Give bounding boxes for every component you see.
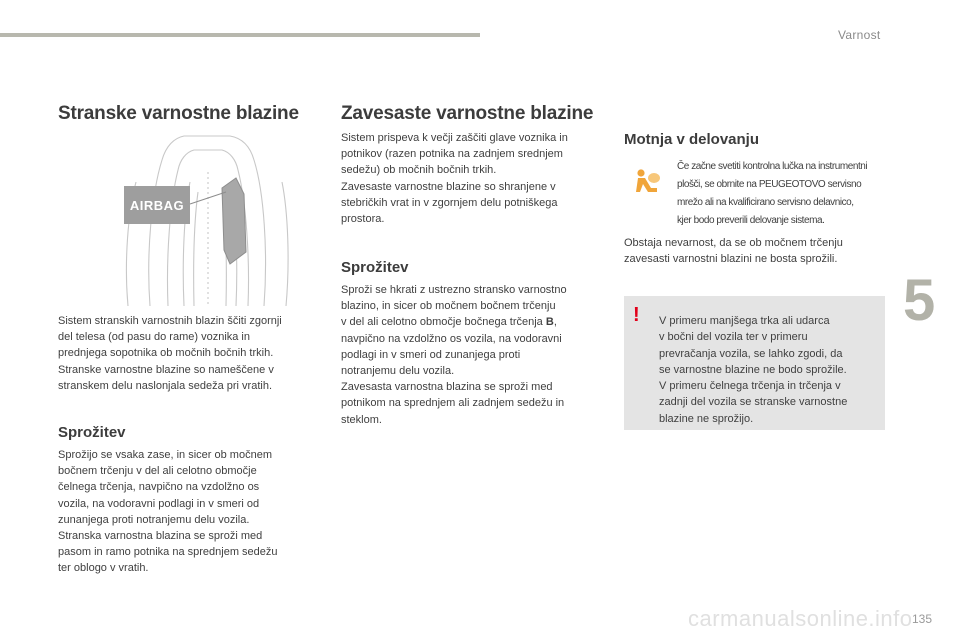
section-label: Varnost [838, 28, 881, 42]
risk-text: Obstaja nevarnost, da se ob močnem trčenju zavesasti varnostni blazini ne bosta sprožili. [624, 237, 843, 266]
curtain-airbags-intro: Sistem prispeva k večji zaščiti glave voznika in potnikov (razen potnika na zadnjem srednjem sedežu) ob močnih bočnih trkih. Zavesaste varnostne blazine so shranjene v stebričkih vrat in v zgornjem delu potniškega prostora. [341, 132, 568, 226]
chapter-number: 5 [903, 268, 936, 333]
watermark: carmanualsonline.info [688, 606, 913, 631]
page-number: 135 [912, 612, 933, 626]
exclamation-icon: ! [633, 304, 640, 326]
side-airbags-title: Stranske varnostne blazine [58, 103, 299, 124]
curtain-trigger-text: Sproži se hkrati z ustrezno stransko varnostno blazino, in sicer ob močnem bočnem trčenju v del ali celotno območje bočnega trčenja B, navpično na vzdolžno os vozila, na vodoravni podlagi in v smeri od zunanjega proti notranjemu delu vozila. Zavesasta varnostna blazina se sproži med potnikom na sprednjem ali zadnjem sedežu in steklom. [341, 284, 567, 426]
curtain-airbags-title: Zavesaste varnostne blazine [341, 103, 594, 124]
side-trigger-text: Sprožijo se vsaka zase, in sicer ob močnem bočnem trčenju v del ali celotno območje čelnega trčenja, navpično na vzdolžno os vozila, na vodoravni podlagi in v smeri od zunanjega proti notranjemu delu vozila. Stranska varnostna blazina se sproži med pasom in ramo potnika na sprednjem sedežu ter oblogo v vratih. [58, 449, 278, 575]
airbag-label: AIRBAG [124, 186, 190, 224]
warning-lamp-text: Če začne svetiti kontrolna lučka na instrumentni plošči, se obrnite na PEUGEOTOVO servisno mrežo ali na kvalificirano servisno delavnico, kjer bodo preverili delovanje sistema. [677, 161, 868, 226]
airbag-warning-lamp-icon [634, 168, 664, 194]
malfunction-heading: Motnja v delovanju [624, 131, 760, 148]
alert-text: V primeru manjšega trka ali udarca v bočni del vozila ter v primeru prevračanja vozila, se lahko zgodi, da se varnostne blazine ne bodo sprožile. V primeru čelnega trčenja in trčenja v zadnji del vozila se stranske varnostne blazine ne sprožijo. [659, 315, 848, 425]
chapter-tab-bar [0, 33, 480, 37]
zone-b-label: B [545, 316, 554, 329]
side-trigger-heading: Sprožitev [58, 424, 126, 441]
side-airbags-intro: Sistem stranskih varnostnih blazin ščiti zgornji del telesa (od pasu do rame) voznika in prednjega sopotnika ob močnih bočnih trkih. Stranske varnostne blazine so nameščene v stranskem delu naslonjala sedeža pri vratih. [58, 315, 282, 392]
curtain-trigger-heading: Sprožitev [341, 259, 409, 276]
